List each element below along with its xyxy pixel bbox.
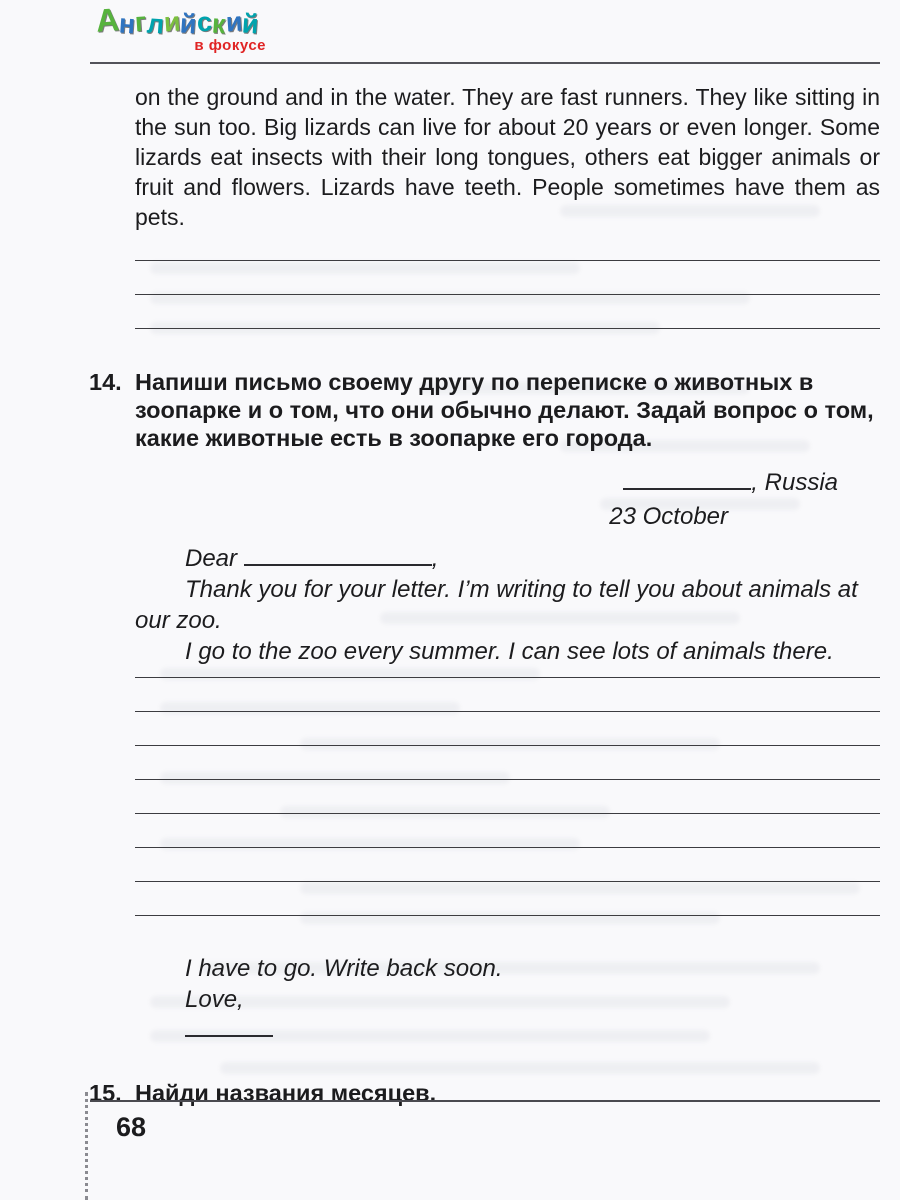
brand-logo-subtitle: в фокусе bbox=[194, 37, 266, 54]
salutation-comma: , bbox=[431, 545, 439, 572]
task-15-number: 15. bbox=[89, 1080, 122, 1106]
task-14-number: 14. bbox=[89, 369, 122, 395]
salutation-word: Dear bbox=[185, 545, 238, 572]
answer-line bbox=[135, 745, 880, 779]
letter-answer-lines bbox=[135, 677, 880, 949]
answer-line bbox=[135, 677, 880, 711]
answer-line bbox=[135, 260, 880, 294]
answer-line bbox=[135, 813, 880, 847]
perforation-marks bbox=[85, 1092, 88, 1200]
letter-template bbox=[135, 464, 880, 1037]
answer-line bbox=[135, 847, 880, 881]
brand-logo-title bbox=[94, 1, 266, 40]
logo-letter: н bbox=[118, 8, 137, 40]
signature-blank bbox=[185, 1035, 273, 1037]
logo-letter: к bbox=[211, 8, 227, 40]
letter-date: 23 October bbox=[609, 503, 728, 530]
task-14 bbox=[89, 368, 880, 452]
task-15-text: Найди названия месяцев. bbox=[135, 1080, 437, 1106]
answer-line bbox=[135, 779, 880, 813]
city-blank bbox=[623, 464, 751, 490]
letter-salutation bbox=[135, 540, 880, 574]
page-number: 68 bbox=[116, 1112, 147, 1142]
letter-closing: I have to go. Write back soon. bbox=[185, 955, 503, 982]
answer-line bbox=[135, 915, 880, 949]
logo-letter: й bbox=[179, 8, 199, 40]
logo-letter: с bbox=[195, 6, 214, 38]
logo-letter: г bbox=[134, 6, 148, 38]
letter-signoff: Love, bbox=[185, 986, 244, 1013]
logo-letter: А bbox=[94, 1, 121, 39]
name-blank bbox=[244, 540, 432, 566]
header-rule bbox=[90, 62, 880, 64]
answer-line bbox=[135, 881, 880, 915]
logo-letter: и bbox=[224, 6, 244, 38]
letter-place-line bbox=[135, 464, 880, 498]
letter-place-label: , Russia bbox=[751, 469, 838, 496]
answer-line bbox=[135, 711, 880, 745]
task-14-text: Напиши письмо своему другу по переписке о животных в зоопарке и о том, что они обычно делают. Задай вопрос о том, какие животные есть в зоопарке его города. bbox=[135, 369, 874, 451]
logo-letter: л bbox=[145, 8, 165, 40]
answer-line bbox=[135, 294, 880, 328]
answer-line bbox=[135, 328, 880, 362]
letter-paragraph-2: I go to the zoo every summer. I can see lots of animals there. bbox=[185, 638, 834, 665]
task-15 bbox=[89, 1079, 880, 1107]
passage-text: on the ground and in the water. They are fast runners. They like sitting in the sun too. Big lizards can live for about 20 years or even longer. Some lizards eat insects with their long tongues, others eat bigger animals or fruit and flowers. Lizards have teeth. People sometimes have them as pets. bbox=[135, 84, 880, 230]
answer-lines-block bbox=[135, 260, 880, 362]
brand-logo bbox=[94, 1, 266, 54]
letter-paragraph-1: Thank you for your letter. I’m writing to tell you about animals at our zoo. bbox=[135, 576, 858, 634]
logo-letter: й bbox=[241, 8, 260, 40]
logo-letter: и bbox=[162, 6, 182, 38]
reading-passage bbox=[135, 82, 880, 232]
footer-rule bbox=[90, 1100, 880, 1102]
